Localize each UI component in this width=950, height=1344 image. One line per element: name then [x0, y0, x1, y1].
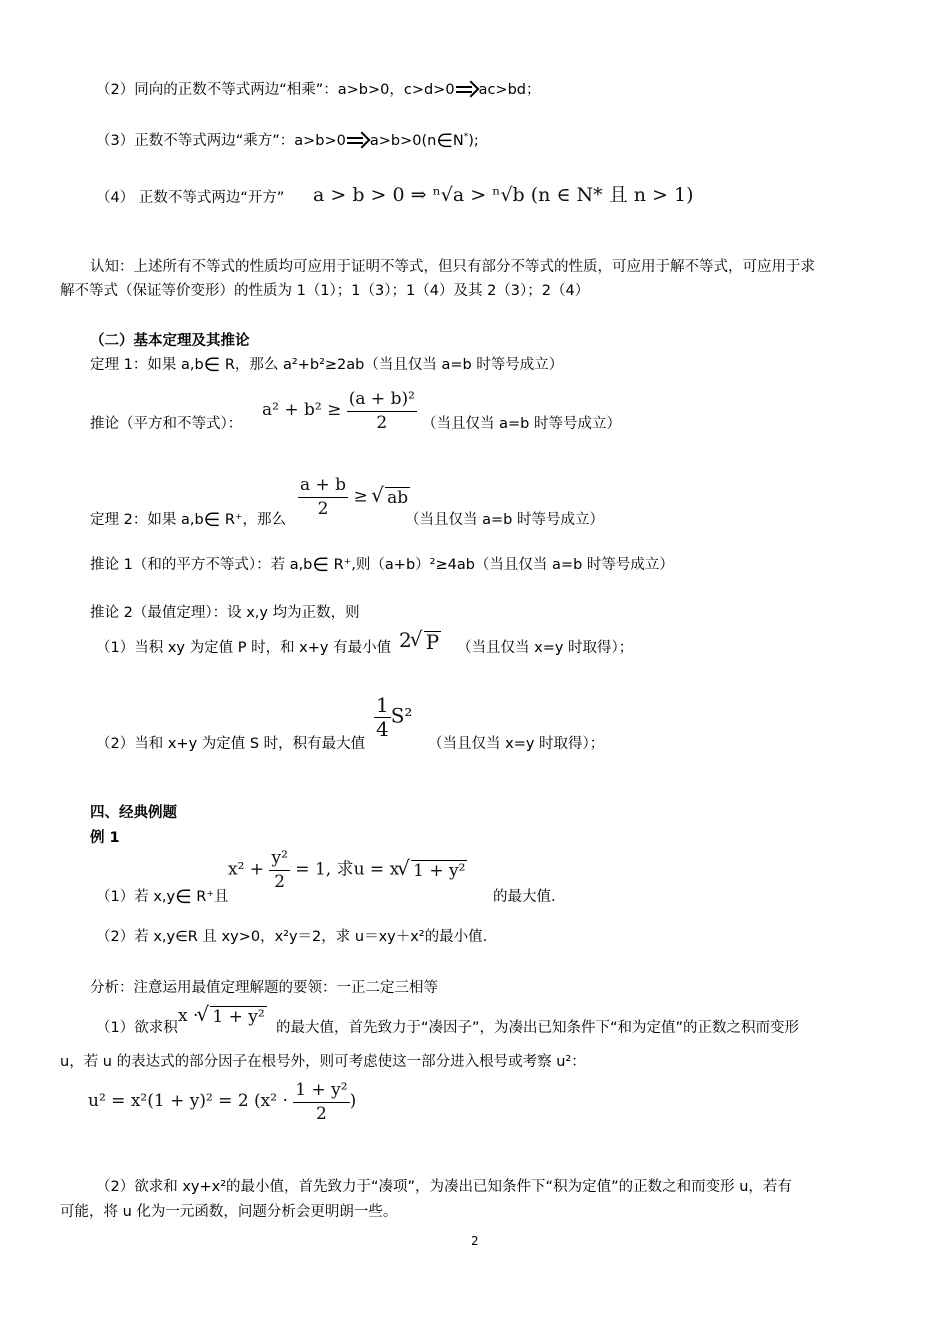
theorem-1 [90, 355, 563, 375]
theorem-1-tail: R，那么 a²+b²≥2ab（当且仅当 a=b 时等号成立） [220, 357, 564, 373]
corollary-2-case-1-note: （当且仅当 x=y 时取得）； [457, 640, 634, 656]
question-1 [96, 887, 229, 907]
corollary-2: 推论 2（最值定理）：设 x,y 均为正数，则 [90, 605, 360, 621]
radicand: 1 + y² [413, 860, 466, 881]
section-heading-examples: 四、经典例题 [90, 805, 177, 821]
corollary-1-tail: R⁺,则（a+b）²≥4ab（当且仅当 a=b 时等号成立） [328, 557, 674, 573]
property-4 [96, 188, 284, 208]
analysis-1-tail: 的最大值，首先致力于“凑因子”，为凑出已知条件下“和为定值”的正数之积而变形 [276, 1020, 800, 1036]
numerator: 1 [376, 693, 389, 717]
square-root [412, 631, 441, 652]
fraction [293, 1079, 349, 1125]
element-of-icon: ∈ [203, 509, 221, 531]
question-1-formula [228, 847, 467, 893]
analysis-2-line-2: 可能，将 u 化为一元函数，问题分析会更明朗一些。 [60, 1204, 398, 1220]
analysis-1-equation [88, 1076, 356, 1126]
property-4-text: （4） 正数不等式两边“开方” [96, 190, 285, 206]
property-3-end: N [452, 133, 464, 149]
element-of-icon: ∈ [175, 886, 192, 908]
denominator: 2 [376, 412, 388, 433]
formula-part: x · [178, 1006, 199, 1026]
numerator: 1 + y² [293, 1079, 349, 1103]
analysis-1-pre: （1）欲求积 [96, 1020, 178, 1036]
formula-part: ) [349, 1091, 357, 1111]
corollary-2-case-1-formula [399, 630, 441, 652]
denominator: 2 [316, 1103, 327, 1124]
property-2 [96, 80, 540, 100]
question-1-pre: （1）若 x,y [96, 889, 176, 905]
s-squared: S² [390, 703, 413, 728]
example-title: 例 1 [90, 830, 120, 846]
analysis-1-formula [178, 1006, 267, 1027]
corollary-2-case-2-note: （当且仅当 x=y 时取得）； [428, 736, 605, 752]
element-of-icon: ∈ [436, 130, 453, 152]
formula-part: u² = x²(1 + y)² = 2 (x² · [88, 1091, 288, 1111]
corollary-2-case-2: （2）当和 x+y 为定值 S 时，积有最大值 [96, 736, 366, 752]
fraction [269, 847, 289, 893]
theorem-1-text: 定理 1：如果 a,b [90, 357, 204, 373]
theorem-2-tail: R⁺，那么 [220, 512, 287, 528]
section-heading-theorems: （二）基本定理及其推论 [90, 333, 250, 349]
radicand: P [425, 630, 440, 654]
implies-arrow-icon [456, 83, 478, 97]
numerator: (a + b)² [347, 388, 417, 412]
property-3-close: ); [468, 133, 479, 149]
theorem-2-text: 定理 2：如果 a,b [90, 512, 204, 528]
question-1-tail: 的最大值. [493, 889, 556, 905]
square-root [198, 1006, 266, 1027]
property-3-text: （3）正数不等式两边“乘方”：a>b>0 [96, 133, 346, 149]
denominator: 2 [317, 499, 329, 519]
theorem-2-formula [298, 474, 410, 520]
property-4-formula: a > b > 0 ⇒ ⁿ√a > ⁿ√b (n ∈ N* 且 n > 1) [313, 184, 694, 206]
property-2-tail: ac>bd； [478, 82, 541, 98]
corollary-2-case-2-formula [374, 694, 412, 740]
fraction [374, 694, 391, 740]
formula-lhs: a² + b² ≥ [262, 400, 342, 420]
analysis-2-line-1: （2）欲求和 xy+x²的最小值，首先致力于“凑项”，为凑出已知条件下“积为定值”的正数之和而变形 u，若有 [96, 1179, 792, 1195]
relation: ≥ [353, 486, 368, 507]
corollary-1 [90, 555, 674, 575]
property-2-text: （2）同向的正数不等式两边“相乘”：a>b>0，c>d>0 [96, 82, 455, 98]
cognition-line-2: 解不等式（保证等价变形）的性质为 1（1）；1（3）；1（4）及其 2（3）；2（4） [60, 283, 590, 299]
analysis-1-line-2: u，若 u 的表达式的部分因子在根号外，则可考虑使这一部分进入根号或考察 u²： [60, 1054, 586, 1070]
numerator: a + b [298, 474, 348, 498]
element-of-icon: ∈ [203, 354, 221, 376]
coefficient: 2 [399, 628, 412, 652]
formula-part: = 1, 求u = x [295, 859, 400, 880]
square-root [399, 860, 467, 881]
numerator: y² [269, 847, 289, 871]
denominator: 2 [274, 872, 286, 892]
corollary-2-case-1: （1）当积 xy 为定值 P 时，和 x+y 有最小值 [96, 640, 392, 656]
denominator: 4 [376, 717, 389, 741]
fraction [298, 474, 348, 520]
corollary-square-sum-label: 推论（平方和不等式）： [90, 416, 243, 432]
analysis-intro: 分析：注意运用最值定理解题的要领：一正二定三相等 [90, 980, 438, 996]
theorem-2 [90, 510, 286, 530]
implies-arrow-icon [347, 134, 369, 148]
cognition-line-1: 认知：上述所有不等式的性质均可应用于证明不等式，但只有部分不等式的性质，可应用于解不等式，可应用于求 [90, 259, 815, 275]
property-3-tail: a>b>0(n [369, 133, 437, 149]
question-1-mid: R⁺且 [191, 889, 229, 905]
question-2: （2）若 x,y∈R 且 xy>0，x²y＝2，求 u＝xy＋x²的最小值. [96, 929, 488, 945]
radicand: ab [387, 487, 409, 508]
corollary-square-sum-formula [262, 385, 417, 435]
formula-part: x² + [228, 859, 265, 880]
theorem-2-note: （当且仅当 a=b 时等号成立） [405, 512, 604, 528]
corollary-square-sum-note: （当且仅当 a=b 时等号成立） [422, 416, 621, 432]
corollary-1-text: 推论 1（和的平方不等式）：若 a,b [90, 557, 313, 573]
square-root [373, 487, 410, 508]
radicand: 1 + y² [212, 1007, 265, 1027]
property-3: （3）正数不等式两边“乘方”：a>b>0 a>b>0(n∈N*); [96, 130, 479, 152]
element-of-icon: ∈ [312, 554, 329, 576]
fraction [347, 388, 417, 434]
page-number: 2 [471, 1234, 479, 1248]
